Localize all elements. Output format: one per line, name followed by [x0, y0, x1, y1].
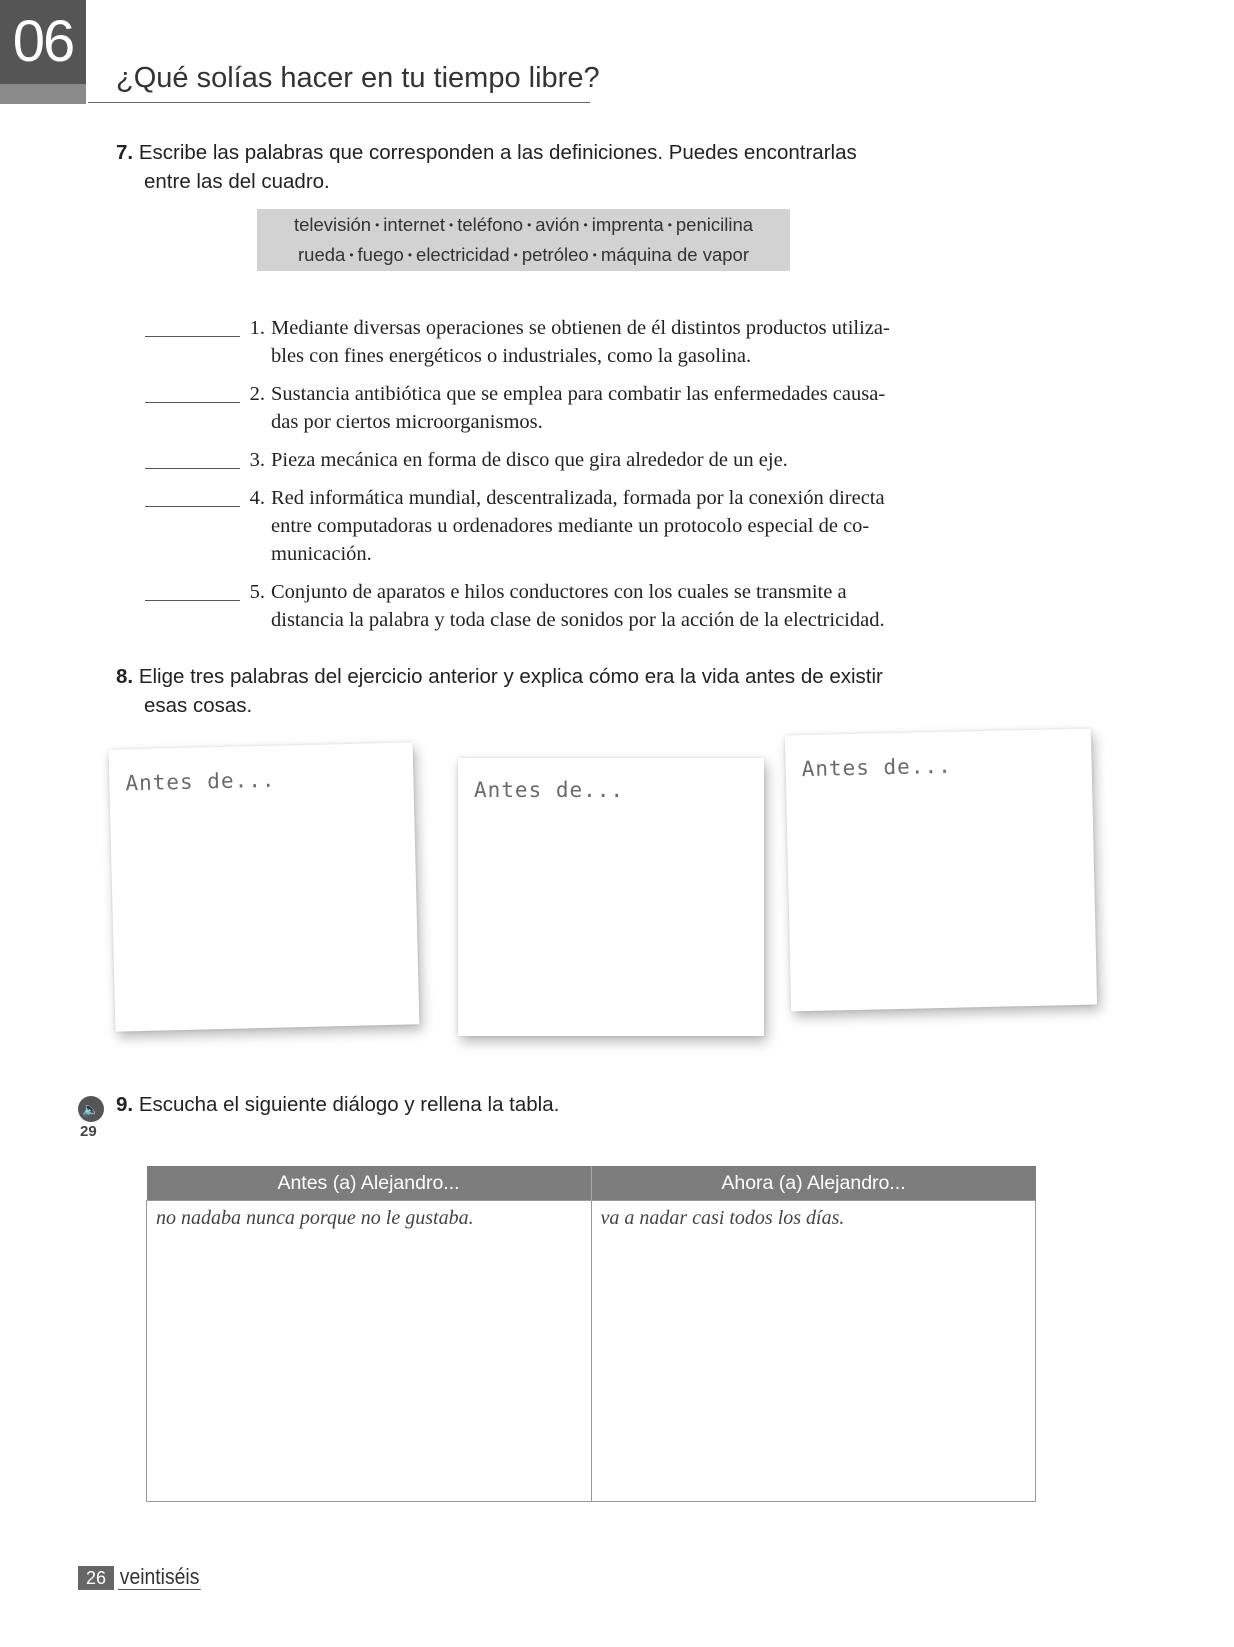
- exercise-instruction-cont: esas cosas.: [144, 694, 253, 717]
- answer-blank[interactable]: [145, 446, 240, 469]
- exercise-number: 8.: [116, 665, 134, 688]
- definition-text: Pieza mecánica en forma de disco que gira alrededor de un eje.: [271, 449, 788, 471]
- bullet-separator: •: [449, 218, 454, 232]
- page-title: ¿Qué solías hacer en tu tiempo libre?: [116, 62, 600, 94]
- table-header-before: Antes (a) Alejandro...: [147, 1166, 592, 1201]
- word-bank-box: [257, 209, 790, 271]
- bullet-separator: •: [527, 218, 532, 232]
- bullet-separator: •: [513, 248, 518, 262]
- word-bank-word: electricidad: [416, 244, 510, 265]
- exercise-7-heading: [116, 138, 956, 196]
- unit-badge-strip: [0, 84, 86, 104]
- page-folio: [78, 1565, 213, 1591]
- answer-blank[interactable]: [145, 314, 240, 337]
- definition-text: Mediante diversas operaciones se obtienen de él distintos productos utiliza-: [271, 317, 890, 339]
- bullet-separator: •: [667, 218, 672, 232]
- word-bank-word: fuego: [357, 244, 404, 265]
- definition-number: 4.: [249, 487, 265, 509]
- speaker-icon[interactable]: 🔈: [78, 1096, 104, 1122]
- exercise-number: 7.: [116, 141, 134, 164]
- exercise-9-heading: [116, 1090, 916, 1119]
- definition-number: 5.: [249, 581, 265, 603]
- definition-item-2: [145, 380, 935, 436]
- bullet-separator: •: [349, 248, 354, 262]
- definition-text: Sustancia antibiótica que se emplea para combatir las enfermedades causa-: [271, 383, 886, 405]
- definition-text: Red informática mundial, descentralizada, formada por la conexión directa: [271, 487, 885, 509]
- definition-text: bles con fines energéticos o industriales, como la gasolina.: [271, 345, 752, 367]
- table-header-now: Ahora (a) Alejandro...: [591, 1166, 1036, 1201]
- definition-item-3: [145, 446, 935, 474]
- definition-number: 2.: [249, 383, 265, 405]
- exercise-8-heading: [116, 662, 996, 720]
- definition-number: 3.: [249, 449, 265, 471]
- word-bank-word: televisión: [293, 214, 372, 235]
- word-bank-word: teléfono: [457, 214, 524, 235]
- definition-text: das por ciertos microorganismos.: [271, 411, 543, 433]
- definition-number: 1.: [249, 317, 265, 339]
- word-bank-word: rueda: [298, 244, 346, 265]
- audio-track-number: 29: [80, 1123, 97, 1140]
- page-number-word: veintiséis: [119, 1564, 200, 1589]
- listening-table: [146, 1166, 1036, 1502]
- answer-blank[interactable]: [145, 484, 240, 507]
- word-bank-word: avión: [535, 214, 580, 235]
- bullet-separator: •: [375, 218, 380, 232]
- word-bank-word: penicilina: [675, 214, 754, 235]
- definitions-list: [145, 314, 935, 644]
- sticky-note-2[interactable]: [458, 758, 764, 1036]
- page-number: 26: [78, 1566, 114, 1590]
- definition-text: municación.: [271, 543, 372, 565]
- bullet-separator: •: [592, 248, 597, 262]
- table-row: [147, 1201, 1036, 1502]
- exercise-instruction-cont: entre las del cuadro.: [144, 170, 330, 193]
- word-bank-word: petróleo: [521, 244, 589, 265]
- word-bank-word: internet: [383, 214, 446, 235]
- definition-text: distancia la palabra y toda clase de sonidos por la acción de la electricidad.: [271, 609, 885, 631]
- note-label: Antes de...: [474, 778, 625, 802]
- answer-blank[interactable]: [145, 578, 240, 601]
- word-bank-row-1: [257, 211, 790, 241]
- sticky-note-3[interactable]: [785, 729, 1097, 1012]
- sticky-note-1[interactable]: [109, 742, 420, 1031]
- word-bank-word: imprenta: [591, 214, 664, 235]
- exercise-instruction: Escucha el siguiente diálogo y rellena la tabla.: [138, 1093, 560, 1116]
- exercise-instruction: Elige tres palabras del ejercicio anterior y explica cómo era la vida antes de existir: [138, 665, 883, 688]
- note-label: Antes de...: [801, 753, 952, 782]
- definition-text: Conjunto de aparatos e hilos conductores con los cuales se transmite a: [271, 581, 847, 603]
- table-cell-before[interactable]: no nadaba nunca porque no le gustaba.: [147, 1201, 592, 1502]
- definition-item-4: [145, 484, 935, 568]
- bullet-separator: •: [407, 248, 413, 262]
- exercise-number: 9.: [116, 1093, 134, 1116]
- table-cell-now[interactable]: va a nadar casi todos los días.: [591, 1201, 1036, 1502]
- definition-item-5: [145, 578, 935, 634]
- note-label: Antes de...: [125, 767, 276, 796]
- word-bank-word: máquina de vapor: [600, 244, 749, 265]
- title-underline: [88, 102, 590, 103]
- unit-number-badge: 06: [0, 0, 86, 84]
- definition-text: entre computadoras u ordenadores mediante un protocolo especial de co-: [271, 515, 870, 537]
- exercise-instruction: Escribe las palabras que corresponden a las definiciones. Puedes encontrarlas: [138, 141, 857, 164]
- bullet-separator: •: [583, 218, 588, 232]
- answer-blank[interactable]: [145, 380, 240, 403]
- word-bank-row-2: [257, 241, 790, 271]
- definition-item-1: [145, 314, 935, 370]
